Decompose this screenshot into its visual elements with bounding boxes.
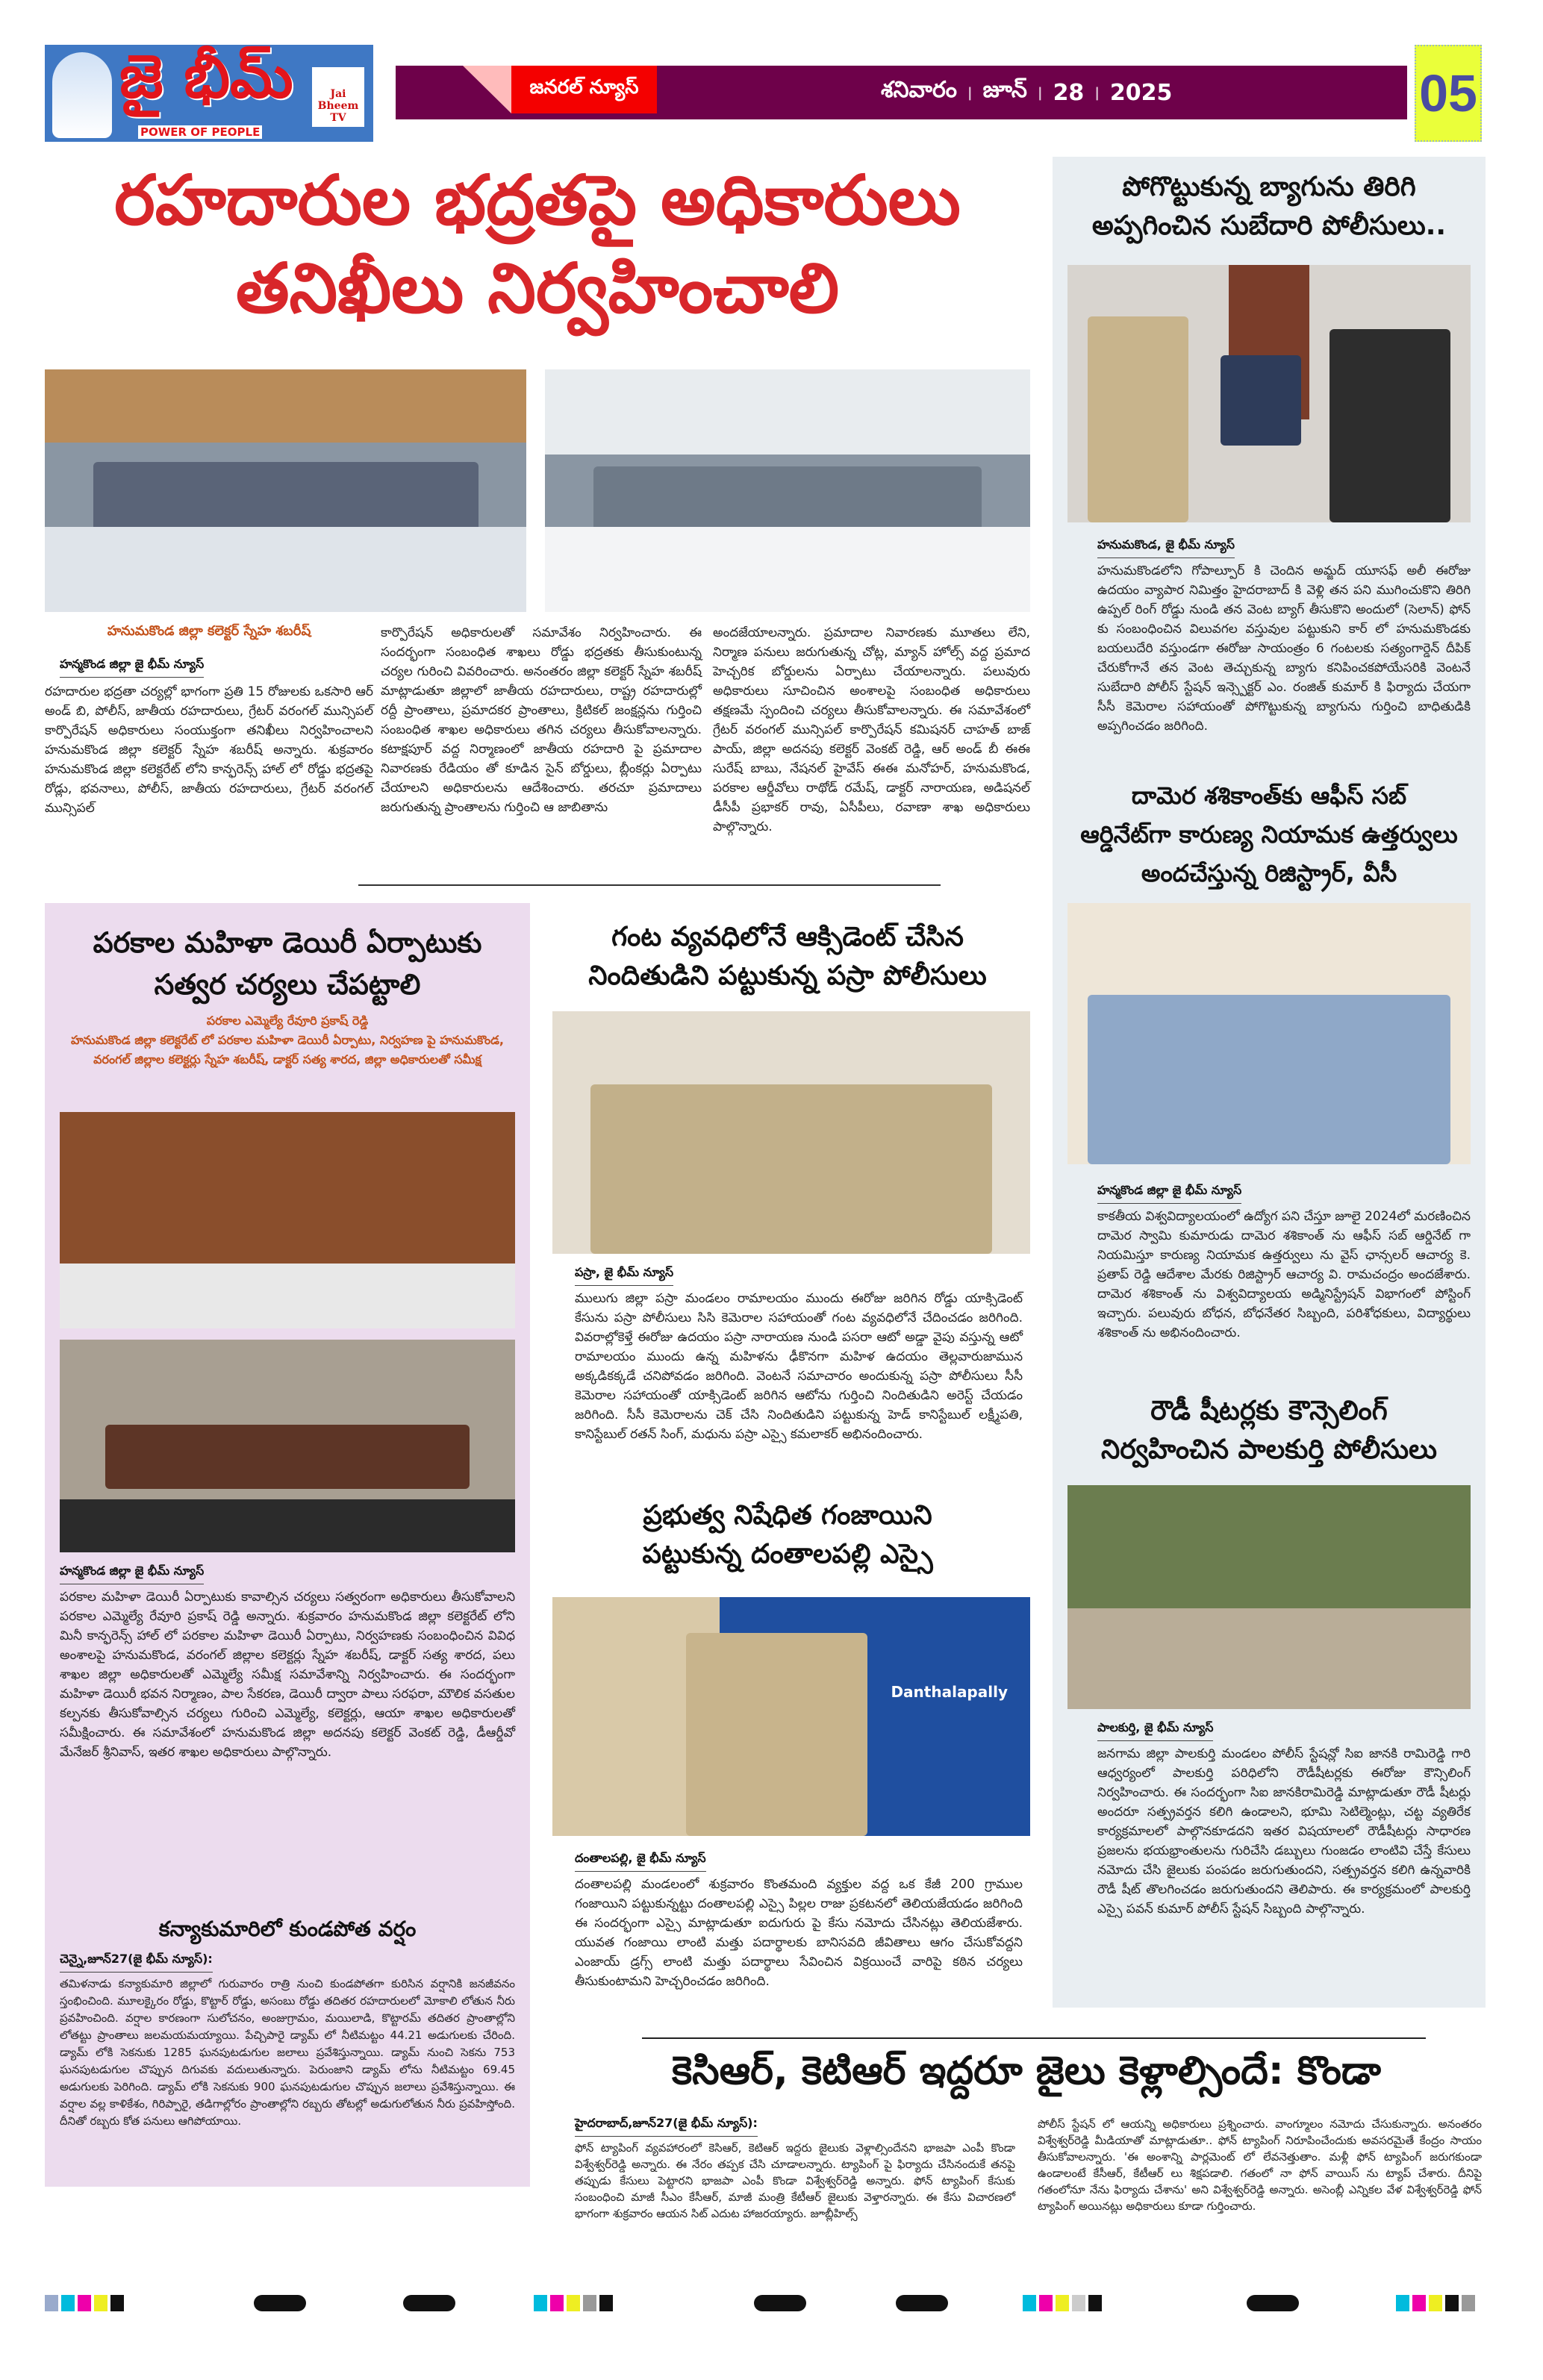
konda-col-1	[575, 2116, 1015, 2222]
konda-headline: కెసిఆర్, కెటిఆర్ ఇద్దరూ జైలు కెళ్లాల్సిందే: కొండా	[672, 2049, 1381, 2093]
lead-subhead: హనుమకొండ జిల్లా కలెక్టర్ స్నేహ శబరీష్	[107, 623, 311, 639]
konda-dateline: హైదరాబాద్,జూన్27(జై భీమ్ న్యూస్):	[575, 2116, 758, 2137]
accident-headline-line2: నిందితుడిని పట్టుకున్న పస్రా పోలీసులు	[588, 961, 987, 991]
bag-text: హనుమకొండలోని గోపాల్పూర్ కి చెందిన అమ్జద్ యూసఫ్ అలీ ఈరోజు ఉదయం వ్యాపార నిమిత్తం హైదరాబాద్ కి వెళ్లి తన పని ముగించుకొని తిరిగి ఉప్పల్ రింగ్ రోడ్డు నుండి తన వెంట బ్యాగ్ తీసుకొని అందులో (సెలాన్) ఫోన్ కు సంబంధించిన విలువగల వస్తువుల పట్టుకుని కార్ లో హనుమకొండకు బయలుదేరి వస్తుండగా ఈరోజు సాయంత్రం 6 గంటలకు సత్యంగార్డెన్ దీపిక్ చేరుకోగానే తన వెంట తెచ్చుకున్న బ్యాగు కనిపించకపోయేసరికి వెంటనే సుబేదారి పోలీస్ స్టేషన్ ఇన్స్పెక్టర్ ఎం. రంజిత్ కుమార్ కి ఫిర్యాదు చేయగా సీసీ కెమెరాల సహాయంతో పోగొట్టుకున్న బ్యాగును గుర్తించి బాధితుడికి అప్పగించడం జరిగింది.	[1097, 563, 1471, 734]
portrait-image	[52, 52, 112, 138]
konda-text-2: పోలీస్ స్టేషన్ లో ఆయన్ని అధికారులు ప్రశ్నించారు. వాంగ్మూలం నమోదు చేసుకున్నారు. అనంతరం విశ్వేశ్వర్‌రెడ్డి మీడియాతో మాట్లాడుతూ.. ఫోన్ ట్యాపింగ్ నిరూపించేందుకు అవసరమైతే కేంద్రం సాయం తీసుకోవాలన్నారు. 'ఈ అంశాన్ని పార్లమెంట్ లో లేవనెత్తుతాం. మళ్లీ ఫోన్ ట్యాపింగ్ జరుగకుండా ఉండాలంటే కేసీఆర్, కేటీఆర్ లు శిక్షపడాలి. గతంలో నా ఫోన్ వాయిస్ ను ట్యాప్ చేశారు. దీనిపై గతంలోనూ నేను ఫిర్యాదు చేశాను' అని విశ్వేశ్వర్‌రెడ్డి అన్నారు. అసెంబ్లీ ఎన్నికల వేళ విశ్వేశ్వర్‌రెడ్డి ఫోన్ ట్యాపింగ్ అయినట్లు అధికారులు కూడా గుర్తించారు.	[1038, 2117, 1482, 2213]
registrar-dateline: హన్మకొండ జిల్లా జై భీమ్ న్యూస్	[1097, 1183, 1241, 1204]
divider	[358, 884, 941, 886]
accident-photo	[552, 1011, 1030, 1254]
accident-story	[575, 1265, 1023, 1444]
bag-photo	[1067, 265, 1471, 522]
registration-mark	[254, 2295, 306, 2311]
logo-tagline: POWER OF PEOPLE	[138, 125, 262, 139]
registrar-headline-line1: దామెర శశికాంత్‌కు ఆఫీస్ సబ్	[1131, 781, 1407, 810]
dairy-photo-2	[60, 1340, 515, 1552]
registration-mark	[403, 2295, 455, 2311]
tv-logo: Jai Bheem TV	[312, 67, 364, 127]
day: శనివారం	[881, 77, 957, 103]
registration-mark	[754, 2295, 806, 2311]
registrar-photo	[1067, 903, 1471, 1164]
print-color-strip	[1396, 2295, 1475, 2311]
ganja-story	[575, 1851, 1023, 1991]
lead-headline-line1: రహదారుల భద్రతపై అధికారులు	[114, 160, 961, 240]
registration-mark	[1247, 2295, 1299, 2311]
date: 28	[1053, 79, 1085, 106]
ganja-photo	[552, 1597, 1030, 1836]
divider	[642, 2037, 1426, 2039]
lead-text-1: రహదారుల భద్రతా చర్యల్లో భాగంగా ప్రతి 15 రోజులకు ఒకసారి ఆర్ అండ్ బి, పోలీస్, జాతీయ రహదారులు, గ్రేటర్ వరంగల్ మున్సిపల్ కార్పొరేషన్ అధికారులు సంయుక్తంగా తనిఖీలు నిర్వహించాలని హనుమకొండ జిల్లా కలెక్టర్ స్నేహ శబరీష్ అన్నారు. శుక్రవారం హనుమకొండ జిల్లా కలెక్టరేట్ లోని కాన్ఫరెన్స్ హాల్ లో రోడ్డు భద్రతపై రోడ్లు, భవనాలు, పోలీస్, జాతీయ రహదారులు, గ్రేటర్ వరంగల్ మున్సిపల్	[45, 684, 373, 816]
print-color-strip	[1023, 2295, 1102, 2311]
accident-dateline: పస్రా, జై భీమ్ న్యూస్	[575, 1265, 673, 1286]
registrar-headline	[1060, 776, 1478, 893]
ganja-headline-line1: ప్రభుత్వ నిషేధిత గంజాయిని	[643, 1500, 932, 1531]
page-number: 05	[1415, 45, 1482, 142]
registrar-text: కాకతీయ విశ్వవిద్యాలయంలో ఉద్యోగ పని చేస్తూ జూలై 2024లో మరణించిన దామెర స్వామి కుమారుడు దామెర శశికాంత్ ను ఆఫీస్ సబ్ ఆర్డినేట్ గా నియమిస్తూ కారుణ్య నియామక ఉత్తర్వులు ను వైస్ ఛాన్సలర్ ఆచార్య కె. ప్రతాప్ రెడ్డి ఆదేశాల మేరకు రిజిస్ట్రార్ ఆచార్య వి. రామచంద్రం అందజేశారు. దామెర శశికాంత్ ను విశ్వవిద్యాలయ అడ్మినిస్ట్రేషన్ విభాగంలో పోస్టింగ్ ఇచ్చారు. పలువురు బోధన, బోధనేతర సిబ్బంది, పరిశోధకులు, విద్యార్థులు శశికాంత్ ను అభినందించారు.	[1097, 1209, 1471, 1340]
masthead-logo	[45, 45, 373, 142]
ganja-headline	[545, 1496, 1030, 1574]
rowdy-photo	[1067, 1485, 1471, 1709]
bag-dateline: హనుమకొండ, జై భీమ్ న్యూస్	[1097, 537, 1235, 558]
issue-date: శనివారం | జూన్ | 28 | 2025	[881, 66, 1172, 119]
lead-headline	[45, 157, 1030, 333]
dairy-text: పరకాల మహిళా డెయిరీ ఏర్పాటుకు కావాల్సిన చర్యలు సత్వరంగా అధికారులు తీసుకోవాలని పరకాల ఎమ్మెల్యే రేవూరి ప్రకాష్ రెడ్డి అన్నారు. శుక్రవారం హనుమకొండ జిల్లా కలెక్టరేట్ లోని మినీ కాన్ఫరెన్స్ హాల్ లో పరకాల మహిళా డెయిరీ ఏర్పాటు, నిర్వహణకు సంబంధించిన వివిధ అంశాలపై హనుమకొండ, వరంగల్ జిల్లాల కలెక్టర్లు స్నేహ శబరీష్, డాక్టర్ సత్య శారద, పలు శాఖల జిల్లా అధికారులతో ఎమ్మెల్యే సమీక్ష సమావేశాన్ని నిర్వహించారు. ఈ సందర్భంగా మహిళా డెయిరీ భవన నిర్మాణం, పాల సేకరణ, డెయిరీ ద్వారా పాలు సరఫరా, మౌలిక వసతుల కల్పనకు తీసుకోవాల్సిన చర్యలు గురించి ఎమ్మెల్యే, కలెక్టర్లు, ఆయా శాఖల అధికారులతో సమీక్షించారు. ఈ సమావేశంలో హనుమకొండ జిల్లా అదనపు కలెక్టర్ వెంకట్ రెడ్డి, డీఆర్డీవో మేనేజర్ శ్రీనివాస్, ఇతర శాఖల అధికారులు పాల్గొన్నారు.	[60, 1590, 515, 1760]
logo-name: జై భీమ్	[119, 45, 293, 111]
registrar-headline-line3: అందచేస్తున్న రిజిస్ట్రార్, వీసీ	[1141, 859, 1397, 887]
lead-text-3: అందజేయాలన్నారు. ప్రమాదాల నివారణకు మూతలు లేని, నిర్మాణ పనులు జరుగుతున్న చోట్ల, మ్యాన్ హోల్స్ వద్ద ప్రమాద హెచ్చరిక బోర్డులను ఏర్పాటు చేయాలన్నారు. పలువురు అధికారులు సూచించిన అంశాలపై సంబంధిత అధికారులు తక్షణమే స్పందించి చర్యలు తీసుకోవాలన్నారు. ఈ సమావేశంలో గ్రేటర్ వరంగల్ మున్సిపల్ కార్పొరేషన్ కమిషనర్ చాహత్ బాజ్ పాయ్, జిల్లా అదనపు కలెక్టర్ వెంకట్ రెడ్డి, ఆర్ అండ్ బీ ఈఈ సురేష్ బాబు, నేషనల్ హైవేస్ ఈఈ మనోహర్, హనుమకొండ, పరకాల ఆర్డీవోలు రాథోడ్ రమేష్, డాక్టర్ నారాయణ, అడిషనల్ డీసీపీ ప్రభాకర్ రావు, ఏసీపీలు, రవాణా శాఖ అధికారులు పాల్గొన్నారు.	[713, 625, 1030, 834]
lead-photo-1	[45, 369, 526, 612]
print-color-strip	[534, 2295, 613, 2311]
lead-text-2: కార్పొరేషన్ అధికారులతో సమావేశం నిర్వహించారు. ఈ సందర్భంగా సంబంధిత శాఖలు రోడ్డు భద్రతకు తీసుకుంటున్న చర్యల గురించి వివరించారు. అనంతరం జిల్లా కలెక్టర్ స్నేహ శబరీష్ మాట్లాడుతూ జిల్లాలో జాతీయ రహదారులు, రాష్ట్ర రహదారుల్లో రద్దీ ప్రాంతాలు, ప్రమాదకర ప్రాంతాలు, క్రిటికల్ జంక్షన్లను గుర్తించి సంబంధిత శాఖల అధికారులు తగిన చర్యలు తీసుకోవాలన్నారు. కటాక్షపూర్ వద్ద నిర్మాణంలో జాతీయ రహదారి పై ప్రమాదాల నివారణకు రేడియం తో కూడిన సైన్ బోర్డులు, బ్లీంకర్లు ఏర్పాటు చేయాలని అధికారులను ఆదేశించారు. తరచూ ప్రమాదాలు జరుగుతున్న ప్రాంతాలను గుర్తించి ఆ జాబితాను	[381, 625, 702, 815]
registrar-headline-line2: ఆర్డినేట్‌గా కారుణ్య నియామక ఉత్తర్వులు	[1080, 820, 1458, 849]
month: జూన్	[982, 77, 1027, 103]
ganja-text: దంతాలపల్లి మండలంలో శుక్రవారం కొంతమంది వ్యక్తుల వద్ద ఒక కేజీ 200 గ్రాముల గంజాయిని పట్టుకున్నట్టు దంతాలపల్లి ఎస్సై పిల్లల రాజు ప్రకటనలో తెలియజేయడం జరిగింది ఈ సందర్భంగా ఎస్సై మాట్లాడుతూ ఐదుగురు పై కేసు నమోదు చేసినట్లు తెలియజేశారు. యువత గంజాయి లాంటి మత్తు పదార్థాలకు బానిసవది జీవితాలు ఆగం చేసుకోవద్దని ఎంజాయ్ డ్రగ్స్ లాంటి మత్తు పదార్థాలు సేవించిన విక్రయించే వారిపై కఠిన చర్యలు తీసుకుంటామని హెచ్చరించడం జరిగింది.	[575, 1877, 1023, 1989]
section-label: జనరల్ న్యూస్	[511, 66, 657, 113]
ganja-headline-line2: పట్టుకున్న దంతాలపల్లి ఎస్సై	[642, 1539, 933, 1570]
dairy-story	[60, 1564, 515, 1762]
konda-text-1: ఫోన్ ట్యాపింగ్ వ్యవహారంలో కెసిఆర్, కెటిఆర్ ఇద్దరు జైలుకు వెళ్లాల్సిందేనని భాజపా ఎంపీ కొండా విశ్వేశ్వర్‌రెడ్డి అన్నారు. ఈ నేరం తప్పక చేసి చూడాలన్నారు. ట్యాపింగ్ పై ఫిర్యాదు చేసినందుకే తనపై తప్పుడు కేసులు పెట్టారని భాజపా ఎంపీ కొండా విశ్వేశ్వర్‌రెడ్డి అన్నారు. ఫోన్ ట్యాపింగ్ కేసుకు సంబంధించి మాజీ సీఎం కేసీఆర్, మాజీ మంత్రి కేటీఆర్ జైలుకు వెళ్తారన్నారు. ఈ కేసు విచారణలో భాగంగా శుక్రవారం ఆయన సిట్ ఎదుట హాజరయ్యారు. జూబ్లీహిల్స్	[575, 2141, 1015, 2220]
bag-headline-line2: అప్పగించిన సుబేదారి పోలీసులు..	[1091, 210, 1447, 241]
dairy-headline-line2: సత్వర చర్యలు చేపట్టాలి	[154, 968, 421, 1001]
print-color-strip	[45, 2295, 124, 2311]
rain-story	[60, 1952, 515, 2130]
ganja-dateline: దంతాలపల్లి, జై భీమ్ న్యూస్	[575, 1851, 706, 1872]
rain-dateline: చెన్నై,జూన్27(జై భీమ్ న్యూస్):	[60, 1952, 213, 1973]
lead-col-1	[45, 623, 373, 818]
bag-headline-line1: పోగొట్టుకున్న బ్యాగును తిరిగి	[1122, 172, 1416, 202]
registrar-story	[1097, 1183, 1471, 1343]
accident-text: ములుగు జిల్లా పస్రా మండలం రామాలయం ముందు ఈరోజు జరిగిన రోడ్డు యాక్సిడెంట్ కేసును పస్రా పోలీసులు సిసి కెమెరాల సహాయంతో గంట వ్యవధిలోనే చేదించడం జరిగింది. వివరాల్లోకెళ్తే ఈరోజు ఉదయం పస్రా నారాయణ నుండి పసరా ఆటో అడ్డా వైపు వస్తున్న ఆటో రామాలయం ముందు ఉన్న మహిళను ఢీకొనగా మహిళ ఉదయం తెల్లవారుజామున అక్కడికక్కడే చనిపోవడం జరిగింది. వెంటనే సమాచారం అందుకున్న పస్రా పోలీసులు సీసీ కెమెరాల సహాయంతో యాక్సిడెంట్ జరిగిన ఆటోను గుర్తించి నిందితుడిని అరెస్ట్ చేయడం జరిగింది. సీసీ కెమెరాలను చెక్ చేసి నిందితుడిని పట్టుకున్న హెడ్ కానిస్టేబుల్ లక్ష్మీపతి, కానిస్టేబుల్ రతన్ సింగ్, మధును పస్రా ఎస్సై కమలాకర్ అభినందించారు.	[575, 1291, 1023, 1442]
rowdy-headline	[1060, 1392, 1478, 1469]
lead-dateline: హన్మకొండ జిల్లా జై భీమ్ న్యూస్	[60, 657, 204, 678]
rowdy-text: జనగామ జిల్లా పాలకుర్తి మండలం పోలీస్ స్టేషన్లో సిఐ జానకి రామిరెడ్డి గారి ఆధ్వర్యంలో పాలకుర్తి పరిధిలోని రౌడీషీటర్లకు ఈరోజు కౌన్సిలింగ్ నిర్వహించారు. ఈ సందర్భంగా సిఐ జానకిరామిరెడ్డి మాట్లాడుతూ రౌడీ షీటర్లు అందరూ సత్ప్రవర్తన కలిగి ఉండాలని, భూమి సెటిల్మెంట్లు, చట్ట వ్యతిరేక కార్యక్రమాలలో పాల్గొనకూడదని ఇతర విషయాలలో రౌడీషీటర్లు సాధారణ ప్రజలను భయభ్రాంతులను గురిచేసి డబ్బులు గుంజడం లాంటివి చేస్తే కేసులు నమోదు చేసి జైలుకు పంపడం జరుగుతుందని, సత్ప్రవర్తన కలిగి ఉన్నవారికి రౌడీ షీట్ తొలగించడం జరుగుతుందని తెలిపారు. ఈ కార్యక్రమంలో పాలకుర్తి ఎస్సై పవన్ కుమార్ పోలీస్ స్టేషన్ సిబ్బంది పాల్గొన్నారు.	[1097, 1746, 1471, 1917]
registration-mark	[896, 2295, 948, 2311]
dairy-subheads	[56, 1011, 519, 1069]
lead-headline-line2: తనిఖీలు నిర్వహించాలి	[235, 249, 840, 328]
dairy-sub-1: పరకాల ఎమ్మెల్యే రేవూరి ప్రకాష్ రెడ్డి	[206, 1013, 369, 1028]
dairy-sub-2: హనుమకొండ జిల్లా కలెక్టరేట్ లో పరకాల మహిళా డెయిరీ ఏర్పాటు, నిర్వహణ పై హనుమకొండ, వరంగల్ జిల్లాల కలెక్టర్లు స్నేహ శబరీష్, డాక్టర్ సత్య శారద, జిల్లా అధికారులతో సమీక్ష	[70, 1033, 504, 1066]
bag-headline	[1060, 168, 1478, 246]
lead-photo-2	[545, 369, 1030, 612]
ganja-photo-sign: Danthalapally	[891, 1683, 1008, 1701]
dairy-photo-1	[60, 1112, 515, 1328]
rain-text: తమిళనాడు కన్యాకుమారి జిల్లాలో గురువారం రాత్రి నుంచి కుండపోతగా కురిసిన వర్షానికి జనజీవనం స్తంభించింది. మూలక్కైరం రోడ్డు, కొట్టార్ రోడ్డు, అసంబు రోడ్డు తదితర రహదారులలో మోకాలి లోతున నీరు ప్రవహించింది. వర్షాల కారణంగా సులోచనం, అంజుగ్రామం, మయిలాడి, కొట్టారమ్ తదితర ప్రాంతాల్లోని లోతట్టు ప్రాంతాలు జలమయమయ్యాయి. పేచ్చిపారై డ్యామ్ లో నీటిమట్టం 44.21 అడుగులకు చేరింది. డ్యామ్ లోకి సెకనుకు 1285 ఘనపుటడుగుల జలాలు ప్రవేశిస్తున్నాయి. డ్యామ్ నుంచి సెకను 753 ఘనపుటడుగుల చొప్పున దిగువకు వదులుతున్నారు. పెరుంజాని డ్యామ్ లోను నీటిమట్టం 69.45 అడుగులకు పెరిగింది. డ్యామ్ లోకి సెకనుకు 900 ఘనపుటడుగుల చొప్పున జలాలు ప్రవేశిస్తున్నాయి. ఈ వర్షాల వల్ల కాళికేశం, గిరిప్పారై, తడిగాల్లోరం ప్రాంతాల్లోని రబ్బరు తోటల్లో అడుగులోతున నీరు ప్రవహిస్తోంది. దీనితో రబ్బరు కోత పనులు ఆగిపోయాయి.	[60, 1977, 515, 2128]
rowdy-story	[1097, 1720, 1471, 1919]
rowdy-headline-line1: రౌడీ షీటర్లకు కౌన్సెలింగ్	[1150, 1396, 1388, 1426]
rowdy-dateline: పాలకుర్తి, జై భీమ్ న్యూస్	[1097, 1720, 1213, 1741]
rain-headline: కన్యాకుమారిలో కుండపోత వర్షం	[158, 1917, 417, 1941]
accident-headline	[545, 918, 1030, 996]
dairy-dateline: హన్మకొండ జిల్లా జై భీమ్ న్యూస్	[60, 1564, 204, 1584]
rowdy-headline-line2: నిర్వహించిన పాలకుర్తి పోలీసులు	[1100, 1434, 1438, 1465]
accident-headline-line1: గంట వ్యవధిలోనే ఆక్సిడెంట్ చేసిన	[611, 922, 964, 952]
dairy-headline-line1: పరకాల మహిళా డెయిరీ ఏర్పాటుకు	[93, 926, 482, 959]
year: 2025	[1109, 79, 1173, 106]
bag-story	[1097, 537, 1471, 736]
dairy-headline	[52, 922, 523, 1005]
